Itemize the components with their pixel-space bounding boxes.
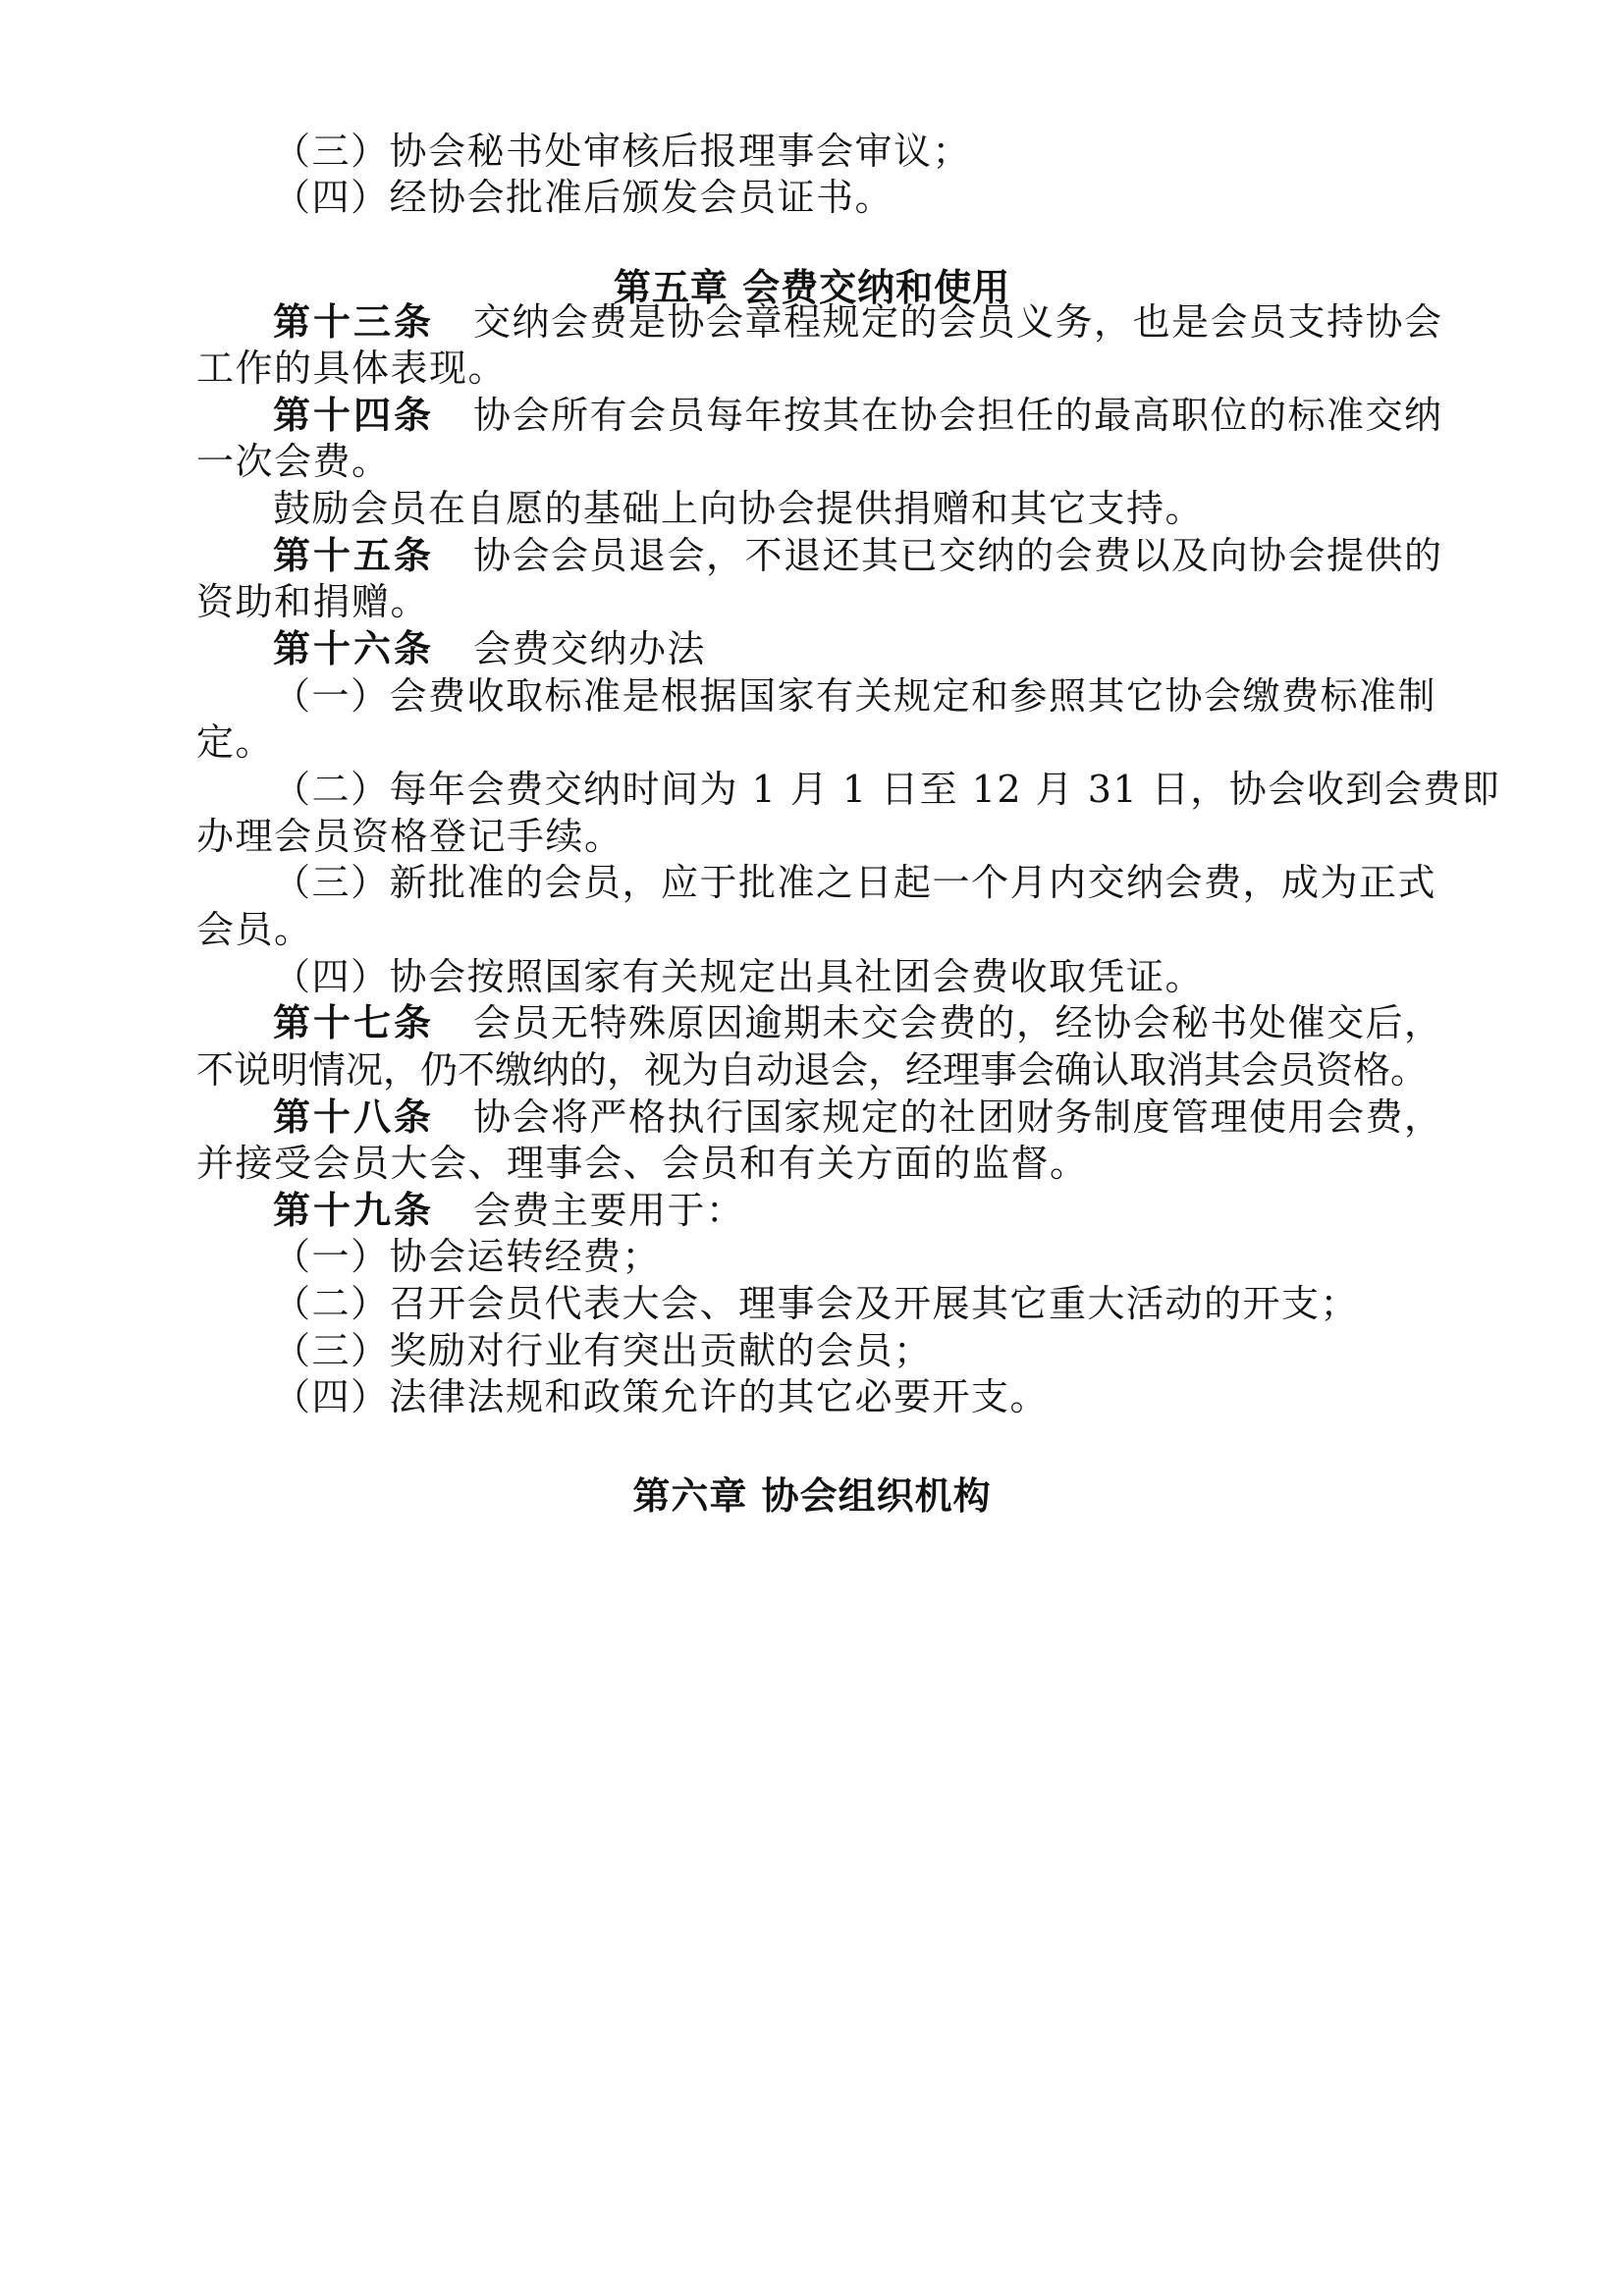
article-19-item-1: （一）协会运转经费； xyxy=(273,1235,662,1278)
article-16-item-4: （四）协会按照国家有关规定出具社团会费收取凭证。 xyxy=(273,955,1205,998)
article-19-title: 第十九条 xyxy=(273,1189,435,1232)
article-19-item-3: （三）奖励对行业有突出贡献的会员； xyxy=(273,1329,933,1372)
article-18 xyxy=(273,1092,1443,1143)
article-16-item-2-continuation: 办理会员资格登记手续。 xyxy=(196,815,623,858)
article-15-text: 协会会员退会，不退还其已交纳的会费以及向协会提供的 xyxy=(473,534,1443,577)
article-17-title: 第十七条 xyxy=(273,1001,435,1044)
article-14-text: 协会所有会员每年按其在协会担任的最高职位的标准交纳 xyxy=(473,394,1443,437)
article-18-text: 协会将严格执行国家规定的社团财务制度管理使用会费， xyxy=(473,1095,1443,1139)
article-17-continuation: 不说明情况，仍不缴纳的，视为自动退会，经理事会确认取消其会员资格。 xyxy=(196,1048,1429,1092)
article-13-text: 交纳会费是协会章程规定的会员义务，也是会员支持协会 xyxy=(473,300,1443,344)
article-13 xyxy=(273,296,1443,347)
encourage-donation: 鼓励会员在自愿的基础上向协会提供捐赠和其它支持。 xyxy=(273,487,1205,530)
article-13-continuation: 工作的具体表现。 xyxy=(196,347,508,390)
article-16 xyxy=(273,623,706,674)
article-16-item-1: （一）会费收取标准是根据国家有关规定和参照其它协会缴费标准制 xyxy=(273,674,1437,718)
clause-3-review: （三）协会秘书处审核后报理事会审议； xyxy=(273,130,972,173)
article-14-continuation: 一次会费。 xyxy=(196,440,391,483)
article-14-title: 第十四条 xyxy=(273,394,435,437)
article-16-item-2: （二）每年会费交纳时间为 1 月 1 日至 12 月 31 日，协会收到会费即 xyxy=(273,768,1501,811)
article-18-continuation: 并接受会员大会、理事会、会员和有关方面的监督。 xyxy=(196,1142,1089,1185)
article-15-continuation: 资助和捐赠。 xyxy=(196,580,430,623)
article-19-item-2: （二）召开会员代表大会、理事会及开展其它重大活动的开支； xyxy=(273,1282,1360,1325)
chapter-5-heading: 第五章 会费交纳和使用 xyxy=(613,266,1011,309)
article-18-title: 第十八条 xyxy=(273,1095,435,1139)
article-16-item-3: （三）新批准的会员，应于批准之日起一个月内交纳会费，成为正式 xyxy=(273,861,1437,904)
article-14 xyxy=(273,390,1443,441)
article-17-text: 会员无特殊原因逾期未交会费的，经协会秘书处催交后， xyxy=(473,1001,1443,1044)
article-13-title: 第十三条 xyxy=(273,300,435,344)
clause-4-certificate: （四）经协会批准后颁发会员证书。 xyxy=(273,176,894,219)
article-19-text: 会费主要用于： xyxy=(473,1189,745,1232)
article-16-title: 第十六条 xyxy=(273,627,435,670)
article-16-item-1-continuation: 定。 xyxy=(196,721,275,764)
article-15-title: 第十五条 xyxy=(273,534,435,577)
article-15 xyxy=(273,530,1443,581)
article-16-text: 会费交纳办法 xyxy=(473,627,707,670)
article-17 xyxy=(273,997,1443,1048)
chapter-6-heading: 第六章 协会组织机构 xyxy=(632,1474,992,1518)
article-16-item-3-continuation: 会员。 xyxy=(196,908,313,951)
article-19 xyxy=(273,1185,745,1236)
article-19-item-4: （四）法律法规和政策允许的其它必要开支。 xyxy=(273,1375,1050,1418)
